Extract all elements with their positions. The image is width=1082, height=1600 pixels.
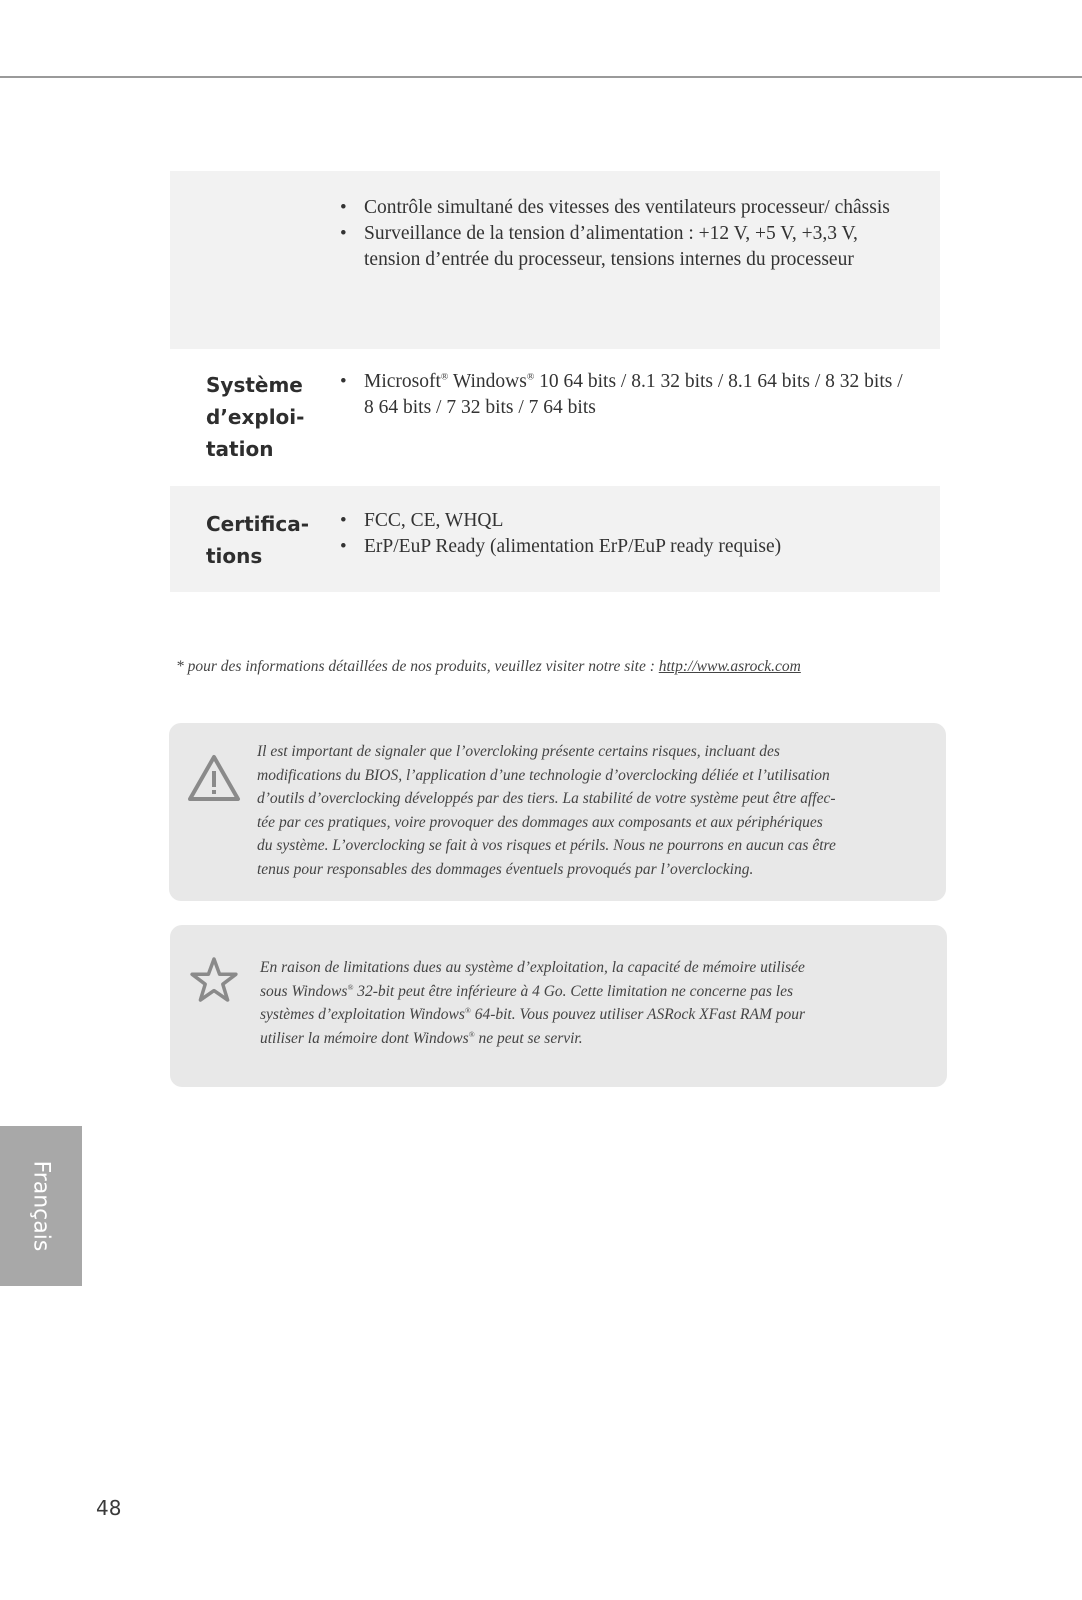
footnote-text: * pour des informations détaillées de nos produits, veuillez visiter notre site :	[176, 658, 659, 675]
spec-item: • Surveillance de la tension d’alimentation : +12 V, +5 V, +3,3 V, tension d’entrée du processeur, tensions internes du processeur	[340, 221, 910, 273]
spec-label-line: Système	[206, 373, 303, 397]
language-tab-label: Français	[28, 1160, 54, 1252]
spec-label-line: tation	[206, 437, 274, 461]
warning-text	[257, 740, 897, 882]
spec-label-line: Certifica-	[206, 512, 309, 536]
asrock-website-link[interactable]: http://www.asrock.com	[658, 658, 801, 675]
spec-item: • Contrôle simultané des vitesses des ventilateurs processeur/ châssis	[340, 195, 910, 221]
page-number: 48	[96, 1496, 122, 1520]
spec-label-line: tions	[206, 544, 263, 568]
spec-row-hardware-monitor	[170, 171, 940, 349]
warning-line: tenus pour responsables des dommages éventuels provoqués par l’overclocking.	[257, 860, 754, 878]
warning-line: d’outils d’overclocking développés par des tiers. La stabilité de votre système peut être affec-	[257, 790, 836, 808]
spec-item: • Microsoft® Windows® 10 64 bits / 8.1 32 bits / 8.1 64 bits / 8 32 bits / 8 64 bits / 7 32 bits / 7 64 bits	[340, 369, 910, 421]
header-rule	[0, 76, 1082, 78]
spec-table	[170, 171, 940, 592]
spec-items	[340, 195, 940, 349]
memory-limitation-note	[170, 925, 947, 1087]
warning-triangle-icon	[187, 753, 241, 803]
footnote	[176, 658, 936, 676]
star-note-line: sous Windows® 32-bit peut être inférieure à 4 Go. Cette limitation ne concerne pas les	[260, 982, 793, 1000]
spec-item: • FCC, CE, WHQL	[340, 508, 910, 534]
spec-row-certifications	[170, 486, 940, 592]
star-note-line: utiliser la mémoire dont Windows® ne peut se servir.	[260, 1029, 583, 1047]
star-icon	[188, 955, 240, 1005]
spec-label	[170, 508, 340, 592]
star-note-line: En raison de limitations dues au système d’exploitation, la capacité de mémoire utilisée	[260, 959, 805, 976]
language-tab	[0, 1126, 82, 1286]
star-note-line: systèmes d’exploitation Windows® 64-bit. Vous pouvez utiliser ASRock XFast RAM pour	[260, 1006, 806, 1024]
spec-row-os	[170, 349, 940, 486]
overclocking-warning-note	[169, 723, 946, 901]
warning-line: modifications du BIOS, l’application d’une technologie d’overclocking déliée et l’utilisation	[257, 766, 830, 784]
spec-label	[170, 369, 340, 486]
warning-line: du système. L’overclocking se fait à vos risques et périls. Nous ne pourrons en aucun cas être	[257, 837, 836, 855]
warning-line: Il est important de signaler que l’overcloking présente certains risques, incluant des	[257, 743, 780, 760]
spec-item: • ErP/EuP Ready (alimentation ErP/EuP ready requise)	[340, 534, 910, 560]
spec-items	[340, 369, 940, 486]
spec-items	[340, 508, 940, 592]
warning-line: tée par ces pratiques, voire provoquer des dommages aux composants et aux périphériques	[257, 813, 823, 831]
spec-label	[170, 195, 340, 349]
spec-label-line: d’exploi-	[206, 405, 305, 429]
star-note-text	[260, 956, 900, 1050]
